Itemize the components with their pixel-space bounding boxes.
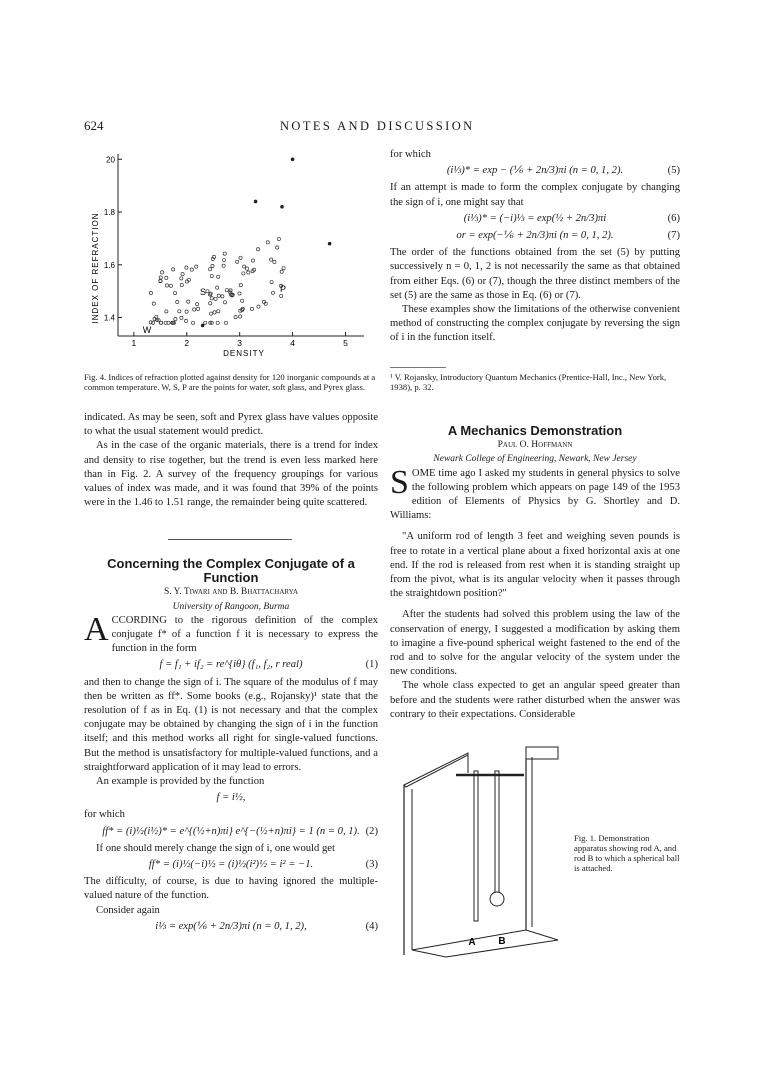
equation-f: f = i½, <box>216 792 246 804</box>
scatter-point <box>222 264 225 267</box>
equation-number: (7) <box>667 230 680 242</box>
scatter-point <box>185 310 188 313</box>
scatter-point <box>254 200 258 204</box>
scatter-point <box>282 267 285 270</box>
paragraph: and then to change the sign of i. The square of the modulus of f may then be written as ff*. Some books (e.g., Rojansky)¹ state that the resolution of f as in Eq. (1) is not necessary and that the complex conjugate may be obtained by changing the sign of i in the function itself; and this method works all right for single-valued functions. But the method is unsatisfactory for multiple-valued functions, and a straightforward application of it may lead to errors. <box>84 676 378 773</box>
scatter-point <box>160 271 163 274</box>
scatter-point <box>245 267 248 270</box>
scatter-point <box>266 241 269 244</box>
figure-4-caption: Fig. 4. Indices of refraction plotted against density for 120 inorganic compounds at a common temperature. W, S, P are the points for water, soft glass, and Pyrex glass. <box>84 372 376 392</box>
scatter-point <box>239 284 242 287</box>
drop-cap: S <box>390 463 409 501</box>
y-tick-label: 20 <box>106 155 115 165</box>
paragraph: The difficulty, of course, is due to having ignored the multiple-valued nature of the function. <box>84 876 378 902</box>
scatter-point <box>209 268 212 271</box>
scatter-point <box>210 297 213 300</box>
section-divider <box>168 539 292 540</box>
scatter-point <box>271 291 274 294</box>
y-tick-label: 1.4 <box>103 313 115 323</box>
equation-4: i⅓ = exp(⅙ + 2n/3)πi (n = 0, 1, 2), (4) <box>84 920 378 934</box>
y-ticks <box>104 155 122 322</box>
scatter-point <box>217 294 220 297</box>
figure-1-caption: Fig. 1. Demonstration apparatus showing rod A, and rod B to which a spherical ball is attached. <box>574 833 680 873</box>
paragraph: Consider again <box>96 904 160 916</box>
paragraph: The order of the functions obtained from the set (5) by putting successively n = 0, 1, 2 is not necessarily the same as that obtained from either Eqs. (6) or (7), though the three distinct members of the set (5) are the same as those in Eq. (6) or (7). <box>390 247 680 301</box>
x-tick-label: 5 <box>343 338 348 348</box>
scatter-point <box>185 266 188 269</box>
figure-1-apparatus <box>396 745 566 960</box>
x-tick-label: 1 <box>131 338 137 348</box>
scatter-point <box>225 289 228 292</box>
scatter-point <box>238 292 241 295</box>
scatter-point <box>257 305 260 308</box>
scatter-point <box>184 319 187 322</box>
scatter-point <box>193 308 196 311</box>
scatter-point <box>180 316 183 319</box>
equation-7: or = exp(−⅙ + 2n/3)πi (n = 0, 1, 2). (7) <box>390 229 680 243</box>
paragraph: for which <box>390 149 431 160</box>
point-label-p: P <box>279 284 287 294</box>
scatter-point <box>187 300 190 303</box>
x-tick-label: 3 <box>237 338 243 348</box>
right-column-top <box>390 148 680 346</box>
paragraph: If one should merely change the sign of i, one would get <box>96 842 335 854</box>
x-axis-label: DENSITY <box>223 349 265 358</box>
scatter-point <box>208 293 211 296</box>
scatter-point <box>280 294 283 297</box>
left-column <box>84 411 378 510</box>
equation-6: (i⅓)* = (−i)⅓ = exp(½ + 2n/3)πi (6) <box>390 212 680 226</box>
scatter-point <box>191 321 194 324</box>
scatter-point <box>222 258 225 261</box>
scatter-point <box>190 268 193 271</box>
scatter-point <box>217 275 220 278</box>
scatter-point <box>250 307 253 310</box>
equation-5: (i⅓)* = exp − (⅙ + 2n/3)πi (n = 0, 1, 2). (5) <box>390 164 680 178</box>
scatter-point <box>213 311 216 314</box>
scatter-point <box>229 289 232 292</box>
scatter-point <box>172 268 175 271</box>
equation-number: (4) <box>365 920 378 932</box>
paragraph: indicated. As may be seen, soft and Pyrex glass have values opposite to what the usual statement would predict. <box>84 412 378 438</box>
scatter-point <box>270 280 273 283</box>
equation-number: (5) <box>667 165 680 177</box>
x-tick-label: 2 <box>184 338 190 348</box>
scatter-point <box>276 246 279 249</box>
footnote: ¹ V. Rojansky, Introductory Quantum Mechanics (Prentice-Hall, Inc., New York, 1938), p. 32. <box>390 372 667 392</box>
spherical-ball <box>490 892 504 906</box>
scatter-point <box>234 316 237 319</box>
scatter-point <box>328 242 332 246</box>
scatter-point <box>242 265 245 268</box>
left-column-article <box>84 557 378 937</box>
author: Paul O. Hoffmann <box>497 440 573 451</box>
scatter-point <box>216 286 219 289</box>
scatter-point <box>216 321 219 324</box>
y-tick-label: 1.8 <box>103 208 115 218</box>
scatter-point <box>251 259 254 262</box>
scatter-point <box>239 315 242 318</box>
scatter-point <box>223 301 226 304</box>
equation-number: (3) <box>365 859 378 871</box>
drop-cap: A <box>84 610 109 648</box>
section-title: A Mechanics Demonstration <box>447 423 623 438</box>
equation-1: f = f₁ + if₂ = re^{iθ} (f₁, f₂, r real) (1) <box>84 658 378 672</box>
base <box>412 930 558 957</box>
paragraph: CCORDING to the rigorous definition of the complex conjugate f* of a function f it is necessary to express the function in the form <box>111 614 378 655</box>
scatter-point <box>181 272 184 275</box>
equation-number: (6) <box>667 212 680 224</box>
scatter-point <box>180 277 183 280</box>
y-tick-label: 1.6 <box>103 260 115 270</box>
scatter-point <box>169 284 172 287</box>
y-axis-label: INDEX OF REFRACTION <box>91 212 100 324</box>
scatter-point <box>273 260 276 263</box>
authors: S. Y. Tiwari and B. Bhattacharya <box>163 587 299 598</box>
scatter-point <box>180 283 183 286</box>
paragraph: The whole class expected to get an angular speed greater than before and the students were rather disturbed when the answer was contrary to their expectations. Considerable <box>390 680 680 720</box>
frame-top <box>526 747 558 759</box>
scatter-point <box>291 157 295 161</box>
page-number: 624 <box>84 118 104 133</box>
scatter-point <box>214 297 217 300</box>
scatter-point <box>165 276 168 279</box>
scatter-points <box>149 157 331 327</box>
scatter-point <box>204 321 207 324</box>
scatter-point <box>201 324 205 328</box>
equation-number: (2) <box>365 825 378 837</box>
scatter-point <box>236 260 239 263</box>
rod-a <box>474 771 478 921</box>
paragraph: As in the case of the organic materials, there is a trend for index and density to rise together, but the trend is even less marked here than in Fig. 2. A survey of the frequency groupings for various values of index was made, and it was found that 39% of the points were in the 1.46 to 1.51 range, the remainder being quite scattered. <box>84 440 378 509</box>
point-label-s: S <box>199 287 207 297</box>
paragraph: "A uniform rod of length 3 feet and weighing seven pounds is free to rotate in a vertical plane about a fixed horizontal axis at one end. If the rod is released from rest when it is standing straight up from the pivot, what is its angular velocity when it passes through the straightdown position?" <box>390 531 680 600</box>
scatter-point <box>239 256 242 259</box>
scatter-point <box>241 307 244 310</box>
point-label-w: W <box>142 325 152 335</box>
scatter-point <box>197 307 200 310</box>
paragraph: If an attempt is made to form the complex conjugate by changing the sign of i, one might say that <box>390 182 680 208</box>
scatter-point <box>174 317 177 320</box>
label-a: A <box>468 937 476 948</box>
right-column-article <box>390 424 680 722</box>
x-ticks <box>132 332 349 348</box>
x-tick-label: 4 <box>290 338 295 348</box>
paragraph: for which <box>84 809 125 821</box>
scatter-point <box>223 252 226 255</box>
scatter-point <box>176 300 179 303</box>
scatter-point <box>210 274 213 277</box>
paragraph: An example is provided by the function <box>96 776 265 788</box>
scatter-point <box>165 284 168 287</box>
scatter-point <box>178 310 181 313</box>
scatter-point <box>211 264 214 267</box>
scatter-point <box>247 271 250 274</box>
scatter-point <box>224 321 227 324</box>
running-head: NOTES AND DISCUSSION <box>280 119 475 133</box>
scatter-point <box>270 258 273 261</box>
scatter-point <box>209 302 212 305</box>
rod-b <box>495 771 499 893</box>
equation-number: (1) <box>365 659 378 671</box>
label-b: B <box>498 936 506 947</box>
scatter-point <box>217 310 220 313</box>
scatter-point <box>159 276 162 279</box>
paragraph: After the students had solved this problem using the law of the conservation of energy, I suggested a modification by asking them to imagine a five-pound spherical weight fastened to the end of the rod and to solve for the angular velocity of the system under the new conditions. <box>390 609 680 678</box>
scatter-point <box>280 270 283 273</box>
equation-3: ff* = (i)½(−i)½ = (i)½(i²)½ = i² = −1. (3) <box>84 858 378 872</box>
scatter-point <box>280 205 284 209</box>
scatter-point <box>173 291 176 294</box>
scatter-point <box>206 290 209 293</box>
figure-4-scatter-plot <box>84 148 384 366</box>
scatter-point <box>242 272 245 275</box>
affiliation: Newark College of Engineering, Newark, New Jersey <box>433 454 637 465</box>
scatter-point <box>209 312 212 315</box>
scatter-point <box>195 265 198 268</box>
scatter-point <box>221 295 224 298</box>
paragraph: These examples show the limitations of the otherwise convenient method of constructing the complex conjugate by reversing the sign of i in the function itself. <box>390 304 680 344</box>
scatter-point <box>152 302 155 305</box>
scatter-point <box>165 310 168 313</box>
footnote-rule <box>390 367 446 368</box>
affiliation: University of Rangoon, Burma <box>172 601 290 612</box>
scatter-point <box>277 237 280 240</box>
equation-2: ff* = (i)½(i½)* = e^{(½+n)πi} e^{−(½+n)πi} = 1 (n = 0, 1). (2) <box>84 825 378 839</box>
scatter-point <box>256 248 259 251</box>
scatter-point <box>195 303 198 306</box>
scatter-point <box>241 299 244 302</box>
paragraph: OME time ago I asked my students in general physics to solve the following problem which appears on page 149 of the 1953 edition of Elements of Physics by G. Shortley and D. Williams: <box>390 467 680 522</box>
section-title: Concerning the Complex Conjugate of a Function <box>107 556 355 586</box>
scatter-point <box>149 291 152 294</box>
